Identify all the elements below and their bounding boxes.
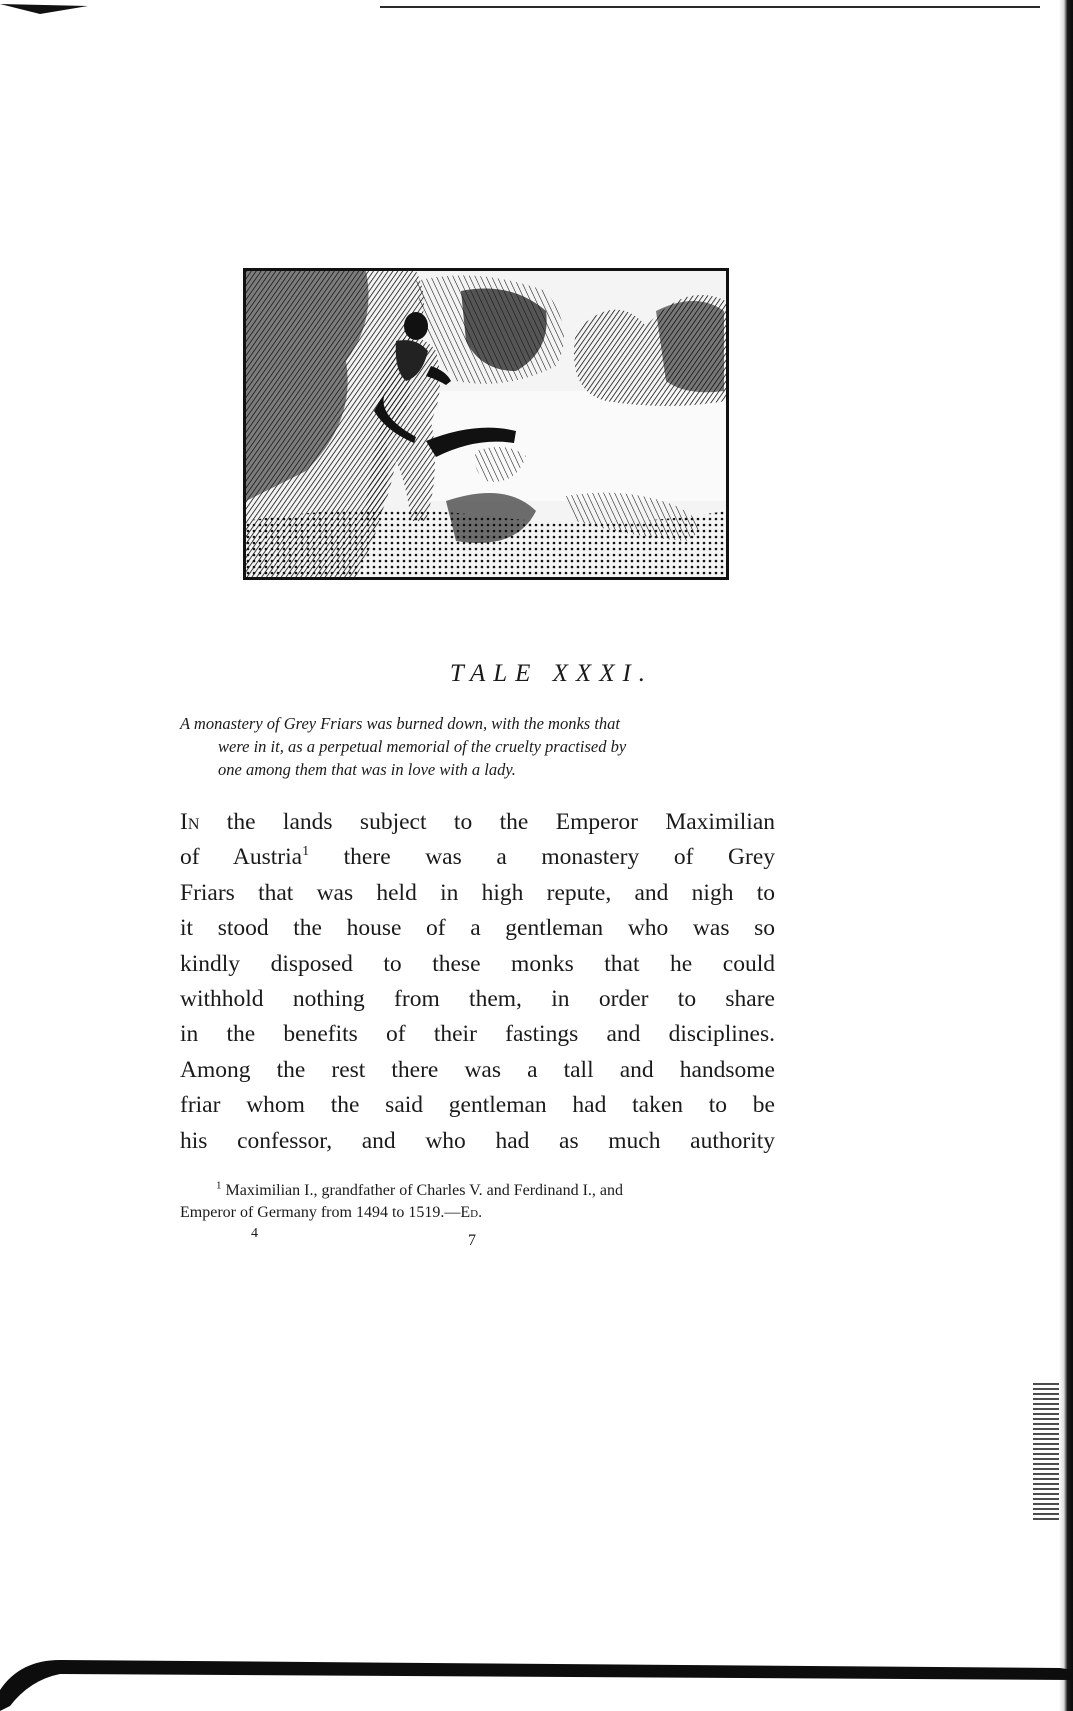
scan-bottom-shadow xyxy=(0,1640,1073,1711)
summary-line: were in it, as a perpetual memorial of the cruelty practised by xyxy=(218,737,627,756)
body-line: friar whom the said gentleman had taken to be xyxy=(180,1092,775,1119)
body-line: it stood the house of a gentleman who was so xyxy=(180,915,775,942)
footnote-line xyxy=(180,1180,775,1202)
body-line: withhold nothing from them, in order to share xyxy=(180,985,775,1012)
tale-summary xyxy=(180,712,780,781)
body-line: Friars that was held in high repute, and nigh to xyxy=(180,879,775,906)
tale-heading xyxy=(0,660,1073,688)
footnote-line xyxy=(180,1202,775,1224)
body-line: his confessor, and who had as much authority xyxy=(180,1127,775,1154)
body-line-text: the lands subject to the Emperor Maximilian xyxy=(199,809,775,835)
footnote-text: Emperor of Germany from 1494 to 1519.— xyxy=(180,1204,461,1221)
body-line: Among the rest there was a tall and handsome xyxy=(180,1056,775,1083)
tale-heading-text: TALE XXXI. xyxy=(449,660,654,687)
body-dropcap: In xyxy=(180,809,200,835)
footnote xyxy=(180,1180,775,1224)
frontispiece-illustration xyxy=(243,268,729,580)
body-line-text: there was a monastery of Grey xyxy=(309,844,775,871)
engraving-friar-in-woodland-icon xyxy=(246,271,726,577)
summary-line: one among them that was in love with a lady. xyxy=(218,760,516,779)
scan-corner-mark xyxy=(0,0,90,18)
footnote-text: Maximilian I., grandfather of Charles V. and Ferdinand I., and xyxy=(221,1182,624,1199)
scan-edge-noise xyxy=(1033,1380,1059,1520)
tale-body xyxy=(180,805,775,1159)
body-line xyxy=(180,805,775,840)
summary-line: A monastery of Grey Friars was burned down, with the monks that xyxy=(180,714,620,733)
body-line xyxy=(180,840,775,875)
signature-mark: 4 xyxy=(251,1226,258,1241)
body-line: kindly disposed to these monks that he could xyxy=(180,950,775,977)
footnote-editor: Ed. xyxy=(460,1204,483,1221)
scan-top-rule xyxy=(380,6,1040,8)
page-number: 7 xyxy=(468,1232,476,1249)
body-line-text: of Austria xyxy=(180,844,303,871)
footnote-reference: 1 xyxy=(302,844,310,860)
footnote-marker: 1 xyxy=(216,1179,222,1192)
body-line: in the benefits of their fastings and disciplines. xyxy=(180,1021,775,1048)
scan-right-edge xyxy=(1059,0,1073,1711)
